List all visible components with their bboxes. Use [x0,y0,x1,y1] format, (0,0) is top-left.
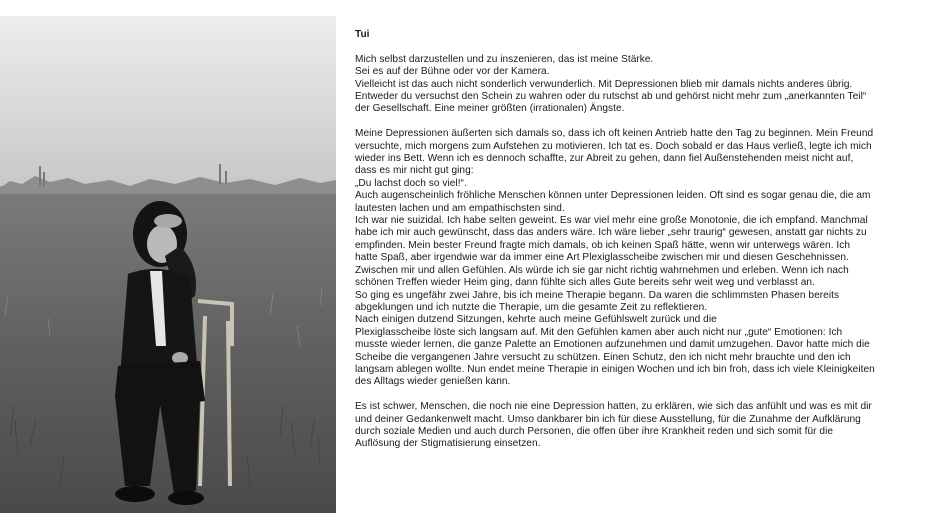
portrait-photo [0,16,336,513]
paragraph-closing [355,401,915,451]
text-line: Zwischen mir und allen Gefühlen. Als würde ich sie gar nicht richtig wahrnehmen und erleben. Wenn ich nach [355,264,849,276]
text-line: wieder ins Bett. Wenn ich es dennoch schaffte, zur Abreit zu gehen, dann fiel Außenstehenden meist nicht auf, [355,153,854,165]
text-line: langsam ablegen wollte. Nun endet meine Therapie in einigen Wochen und ich bin froh, dass ich viele Kleinigkeiten [355,363,875,375]
text-line: schönen Treffen wieder Heim ging, dann fühlte sich alles Gute bereits sehr weit weg und verblasst an. [355,277,815,289]
text-line: habe ich mir auch gewünscht, dass das anders wäre. Ich wäre lieber „sehr traurig“ gewesen, anstatt gar nichts zu [355,227,867,239]
text-line: Plexiglasscheibe löste sich langsam auf. Mit den Gefühlen kamen aber auch nicht nur „gute“ Emotionen: Ich [355,326,843,338]
text-line: Sei es auf der Bühne oder vor der Kamera. [355,66,550,78]
text-line: dass es mir nicht gut ging: [355,165,474,177]
text-line: Meine Depressionen äußerten sich damals so, dass ich oft keinen Antrieb hatte den Tag zu beginnen. Mein Freund [355,128,874,140]
paragraph-main [355,128,915,389]
text-line: Ich war nie suizidal. Ich habe selten geweint. Es war viel mehr eine große Monotonie, die ich empfand. Manchmal [355,215,868,227]
text-line: Auch augenscheinlich fröhliche Menschen können unter Depressionen leiden. Oft sind es sogar genau die, die am [355,190,871,202]
text-line: und deiner Gedankenwelt macht. Umso dankbarer bin ich für diese Ausstellung, für die Zunahme der Aufklärung [355,413,861,425]
paragraph-intro [355,54,915,116]
text-line: Nach einigen dutzend Sitzungen, kehrte auch meine Gefühlswelt zurück und die [355,314,717,326]
text-line: musste wieder lernen, die ganze Palette an Emotionen aufzunehmen und damit umzugehen. Davor hatte mich die [355,339,870,351]
text-line: abgeklungen und ich nutzte die Therapie, um die gesamte Zeit zu reflektieren. [355,301,708,313]
text-line: lautesten lachen und am empathischsten sind. [355,202,565,214]
text-line: empfinden. Mein bester Freund fragte mich damals, ob ich keinen Spaß hätte, wenn wir unterwegs wären. Ich [355,239,851,251]
text-line: Es ist schwer, Menschen, die noch nie eine Depression hatten, zu erklären, wie sich das anfühlt und was es mit dir [355,401,872,413]
text-line: hatte Spaß, aber irgendwie war da immer eine Art Plexiglasscheibe zwischen mir und diesen Geschehnissen. [355,252,849,264]
text-line: durch soziale Medien und auch durch Personen, die offen über ihre Krankheit reden und sich somit für die [355,425,834,437]
text-line: versuchte, mich morgens zum Aufstehen zu motivieren. Ich tat es. Doch sobald er das Haus verließ, legte ich mich [355,140,872,152]
text-line: Auflösung der Stigmatisierung einsetzen. [355,438,541,450]
text-line: Scheibe die vergangenen Jahre versucht zu schützen. Einen Schutz, den ich nicht mehr brauchte und den ich [355,351,851,363]
text-line: „Du lachst doch so viel!“. [355,177,467,189]
text-line: Mich selbst darzustellen und zu inszenieren, das ist meine Stärke. [355,53,654,65]
text-line: der Gesellschaft. Eine meiner größten (irrationalen) Ängste. [355,103,625,115]
text-line: So ging es ungefähr zwei Jahre, bis ich meine Therapie begann. Da waren die schlimmsten Phasen bereits [355,289,840,301]
page-title: Tui [355,29,370,40]
text-line: Entweder du versuchst den Schein zu wahren oder du rutschst ab und gehörst nicht mehr zum „anerkannten Teil“ [355,91,867,103]
text-line: Vielleicht ist das auch nicht sonderlich verwunderlich. Mit Depressionen blieb mir damals nichts anderes übrig. [355,78,853,90]
portrait-photo-icon [0,16,336,513]
text-column [355,29,915,463]
text-line: des Alltags wieder genießen kann. [355,376,511,388]
